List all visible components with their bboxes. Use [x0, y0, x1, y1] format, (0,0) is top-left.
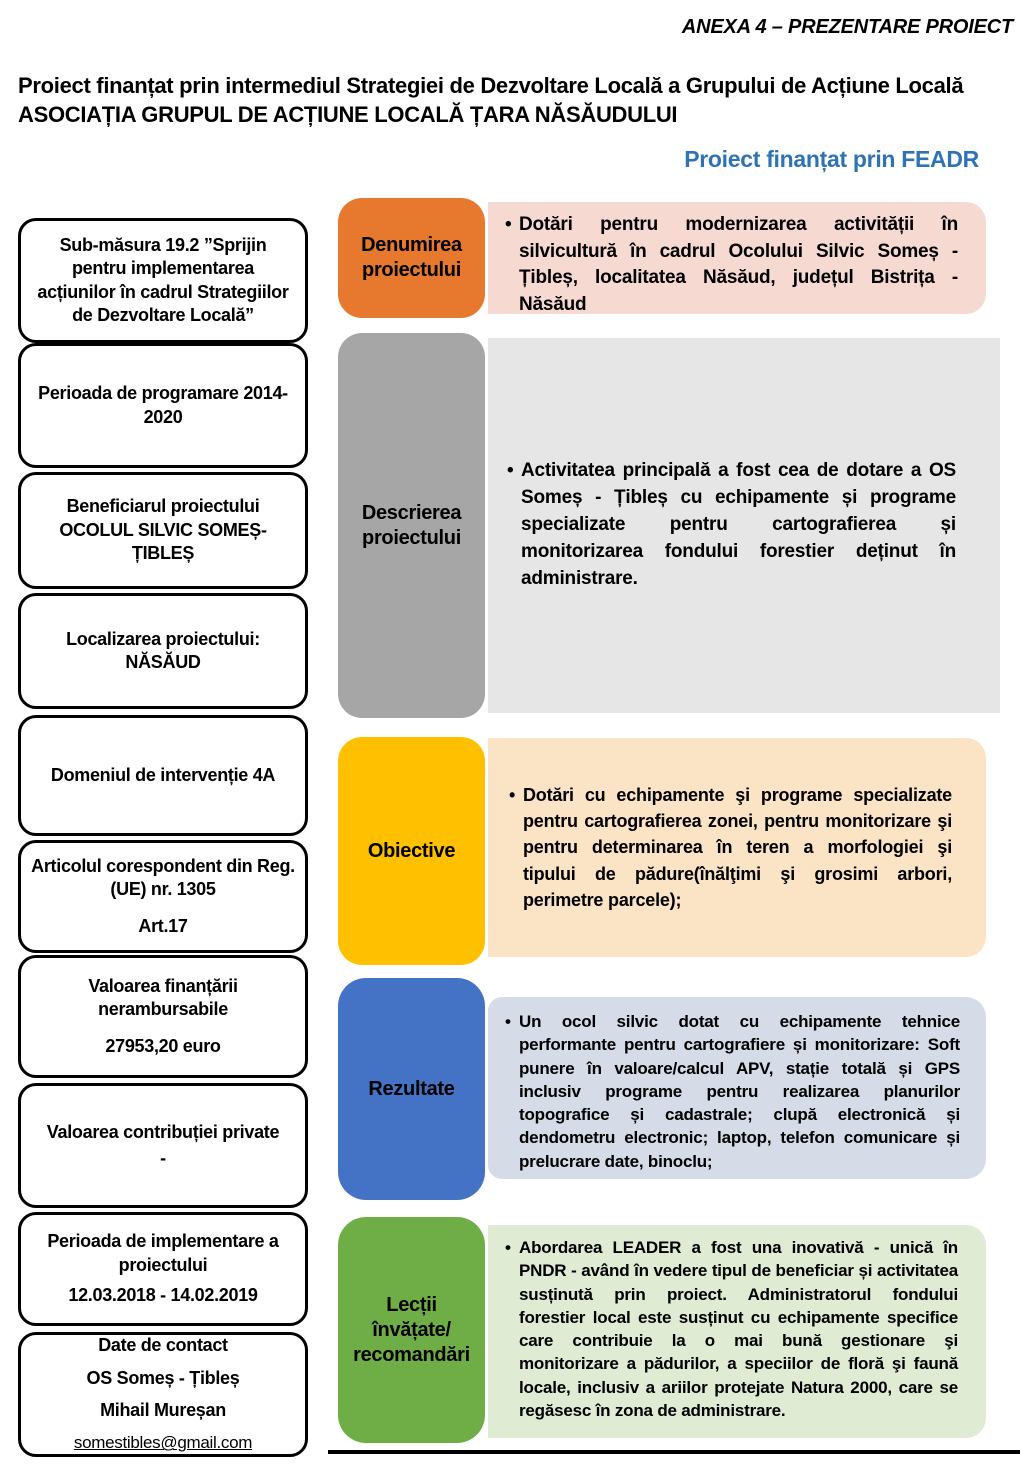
- info-box-domeniu-interventie: [18, 715, 308, 836]
- section-text: • Dotări cu echipamente şi programe specializate pentru cartografierea zonei, pentru monitorizare şi pentru determinarea în teren a morfologiei şi tipului de pădure(înălţimi şi grosimi arbori, perimetre parcele);: [508, 782, 952, 912]
- contact-organization: OS Someș - Țibleș: [86, 1367, 240, 1388]
- info-text: Sub-măsura 19.2 ”Sprijin pentru implementarea acțiunilor în cadrul Strategiilor de Dezvoltare Locală”: [37, 234, 289, 325]
- info-text: 12.03.2018 - 14.02.2019: [68, 1285, 258, 1306]
- section-text: • Abordarea LEADER a fost una inovativă - unică în PNDR - având în vedere tipul de beneficiar și activitatea susținută prin proiect. Administratorul fondului forestier local este susținut cu echipamente specifice care contribuie la o mai bună gestionare şi monitorizare a pădurilor, a speciilor de floră şi faună locale, inclusiv a ariilor protejate Natura 2000, care se regăsesc în zona de administrare.: [504, 1236, 958, 1422]
- info-text: Domeniul de intervenție 4A: [50, 764, 276, 785]
- info-text: Articolul corespondent din Reg. (UE) nr. 1305: [31, 855, 295, 900]
- info-box-perioada-programare: [18, 343, 308, 468]
- section-text: • Dotări pentru modernizarea activității în silvicultură în cadrul Ocolului Silvic Someș - Țibleș, localitatea Năsăud, județul Bistrița - Năsăud: [504, 212, 958, 318]
- info-box-perioada-implementare: [18, 1212, 308, 1326]
- info-box-articol: [18, 840, 308, 953]
- section-label-descrierea: Descrierea proiectului: [338, 333, 485, 718]
- section-text: • Un ocol silvic dotat cu echipamente tehnice performante pentru cartografiere și monitorizare: Soft punere în valoare/calcul APV, stație totală și GPS inclusiv programe pentru realizarea planurilor topografice și cadastrale; clupă electronică și dendometru electronic; laptop, telefon comunicare și prelucrare date, binoclu;: [504, 1010, 960, 1173]
- info-box-sub-masura: [18, 218, 308, 343]
- section-label-lectii: Lecții învățate/ recomandări: [338, 1217, 485, 1443]
- section-label-obiective: Obiective: [338, 737, 485, 965]
- info-text: Valoarea finanțării nerambursabile: [88, 975, 238, 1020]
- funding-subtitle: Proiect finanțat prin FEADR: [684, 146, 979, 172]
- info-text: Art.17: [138, 915, 188, 936]
- info-text: 27953,20 euro: [105, 1035, 221, 1056]
- section-panel-descrierea: [488, 338, 1000, 713]
- info-text: Perioada de implementare a proiectului: [47, 1231, 279, 1275]
- footer-divider: [328, 1450, 1020, 1454]
- info-text: Localizarea proiectului: NĂSĂUD: [66, 628, 260, 672]
- contact-email-row: [31, 1431, 295, 1454]
- section-panel-denumirea: [488, 202, 986, 314]
- info-text: Beneficiarul proiectului OCOLUL SILVIC SOMEȘ-ȚIBLEȘ: [59, 496, 267, 564]
- info-box-contact: [18, 1332, 308, 1457]
- info-box-contributie-privata: [18, 1083, 308, 1208]
- section-label-rezultate: Rezultate: [338, 978, 485, 1200]
- section-label-denumirea: Denumirea proiectului: [338, 198, 485, 318]
- info-text: -: [160, 1147, 166, 1168]
- contact-person: Mihail Mureșan: [100, 1400, 226, 1420]
- page-title: Proiect finanțat prin intermediul Strategiei de Dezvoltare Locală a Grupului de Acțiune Locală ASOCIAȚIA GRUPUL DE ACȚIUNE LOCALĂ ȚARA NĂSĂUDULUI: [18, 73, 964, 127]
- section-text: • Activitatea principală a fost cea de dotare a OS Someș - Țibleș cu echipamente și programe specializate pentru cartografierea și monitorizarea fondului forestier deținut în administrare.: [506, 458, 956, 593]
- contact-email-link[interactable]: somestibles@gmail.com: [73, 1433, 253, 1453]
- info-text: Valoarea contribuției private: [46, 1122, 280, 1143]
- section-panel-rezultate: [488, 997, 986, 1179]
- section-panel-lectii: [488, 1225, 986, 1438]
- annex-header: ANEXA 4 – PREZENTARE PROIECT: [681, 16, 1013, 38]
- contact-heading: Date de contact: [98, 1335, 228, 1356]
- info-box-localizare: [18, 593, 308, 709]
- section-panel-obiective: [488, 738, 986, 957]
- info-box-beneficiar: [18, 472, 308, 589]
- info-text: Perioada de programare 2014-2020: [38, 383, 288, 427]
- info-box-valoare-finantare: [18, 955, 308, 1078]
